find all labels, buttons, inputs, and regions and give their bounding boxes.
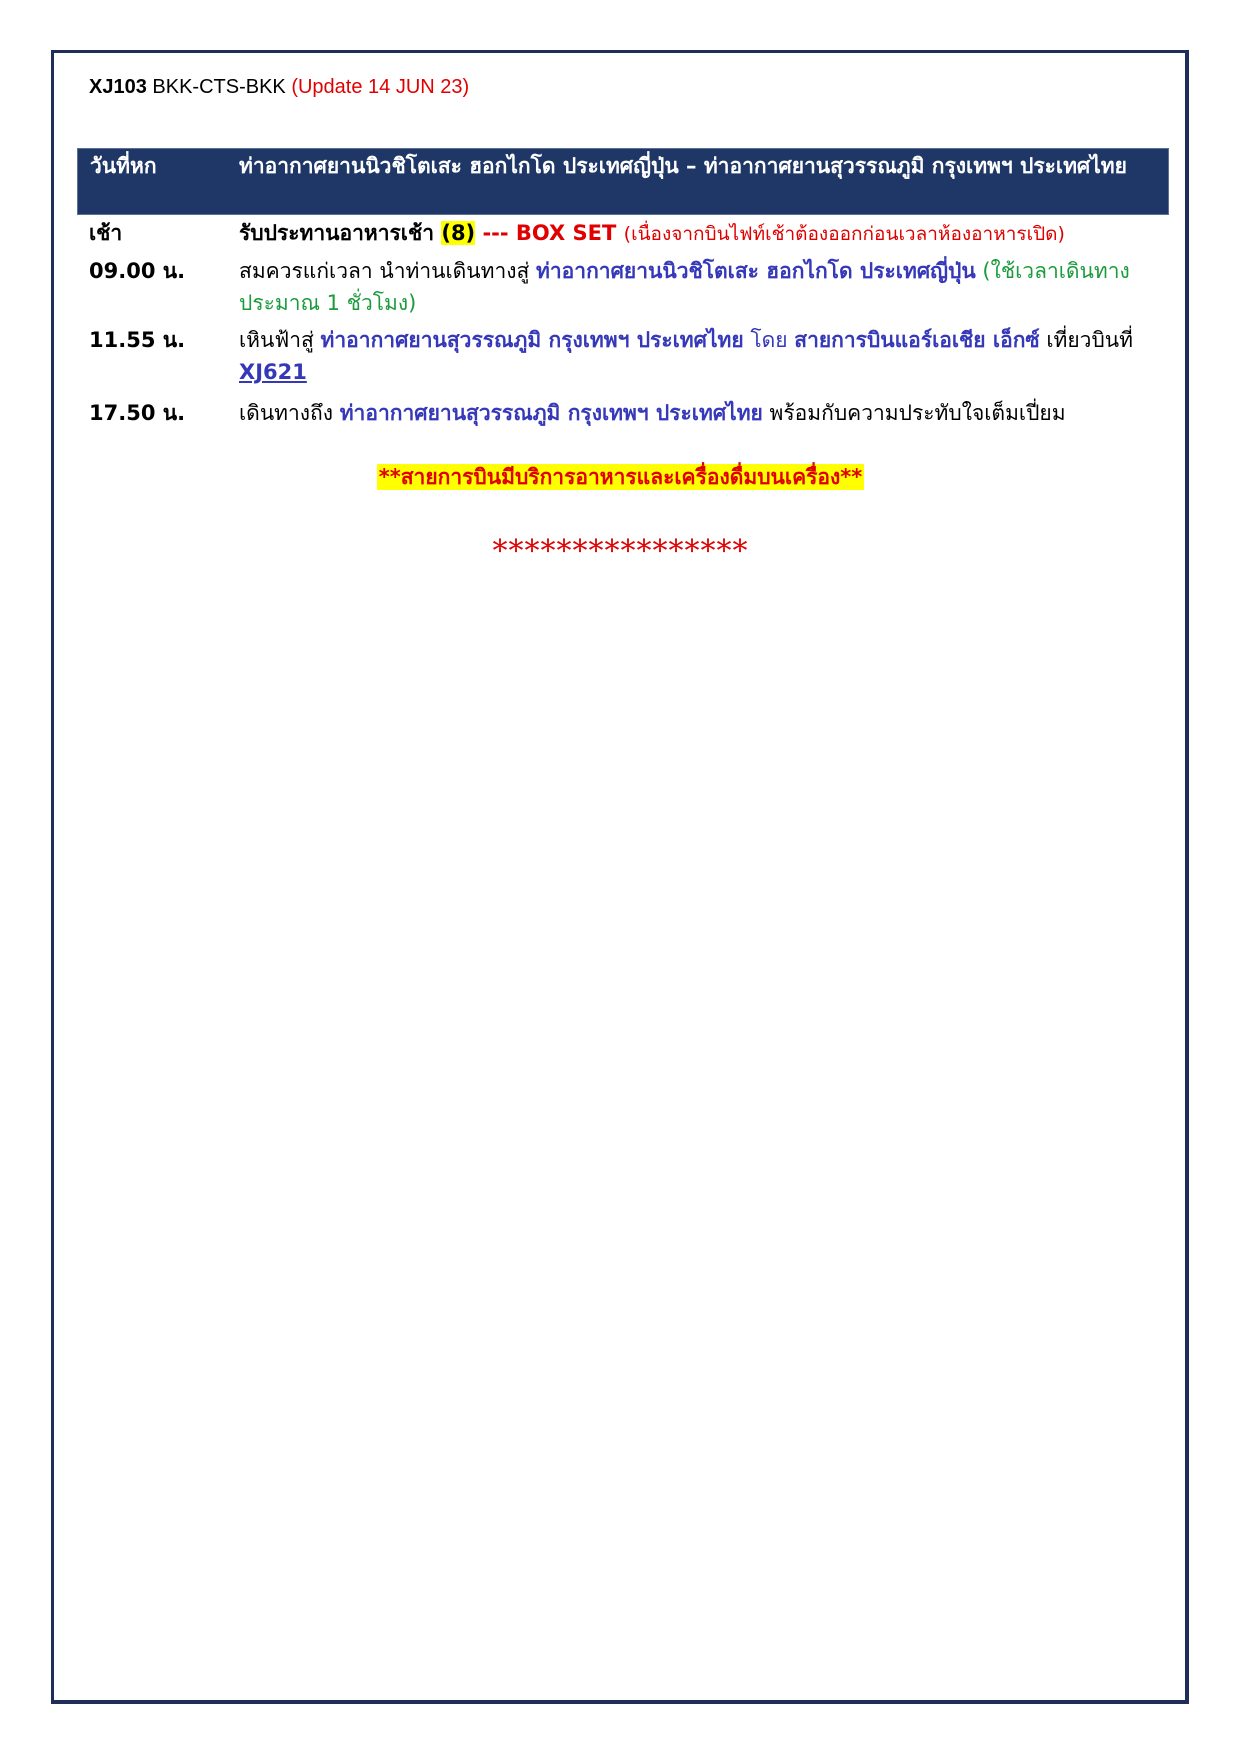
asterisk-divider: **************** <box>492 534 749 569</box>
flight-number-link[interactable]: XJ621 <box>239 360 307 384</box>
schedule-text: เหินฟ้าสู่ ท่าอากาศยานสุวรรณภูมิ กรุงเทพฯ ประเทศไทย โดย สายการบินแอร์เอเชีย เอ็กซ์ เที่ยวบินที่ XJ621 <box>239 328 1133 384</box>
schedule-text: เดินทางถึง ท่าอากาศยานสุวรรณภูมิ กรุงเทพฯ ประเทศไทย พร้อมกับความประทับใจเต็มเปี่ยม <box>239 401 1066 425</box>
meal-service-note: **สายการบินมีบริการอาหารและเครื่องดื่มบนเครื่อง** <box>378 465 863 489</box>
schedule-time: 11.55 น. <box>89 328 186 352</box>
schedule-text: รับประทานอาหารเช้า (8) --- BOX SET (เนื่องจากบินไฟท์เช้าต้องออกก่อนเวลาห้องอาหารเปิด) <box>239 221 1065 245</box>
meal-number-badge: (8) <box>441 221 476 245</box>
schedule-time: 17.50 น. <box>89 401 186 425</box>
update-date: (Update 14 JUN 23) <box>291 76 470 98</box>
day-title: ท่าอากาศยานนิวชิโตเสะ ฮอกไกโด ประเทศญี่ปุ่น – ท่าอากาศยานสุวรรณภูมิ กรุงเทพฯ ประเทศไทย <box>239 154 1127 178</box>
schedule-text: สมควรแก่เวลา นำท่านเดินทางสู่ ท่าอากาศยานนิวชิโตเสะ ฮอกไกโด ประเทศญี่ปุ่น (ใช้เวลาเดินทางประมาณ 1 ชั่วโมง) <box>239 259 1130 315</box>
day-label: วันที่หก <box>90 154 157 178</box>
schedule-time: 09.00 น. <box>89 259 186 283</box>
document-header <box>89 76 469 99</box>
flight-code: XJ103 <box>89 76 147 98</box>
day-header <box>77 148 1169 215</box>
schedule-time: เช้า <box>89 221 123 245</box>
route: BKK-CTS-BKK <box>152 76 286 98</box>
